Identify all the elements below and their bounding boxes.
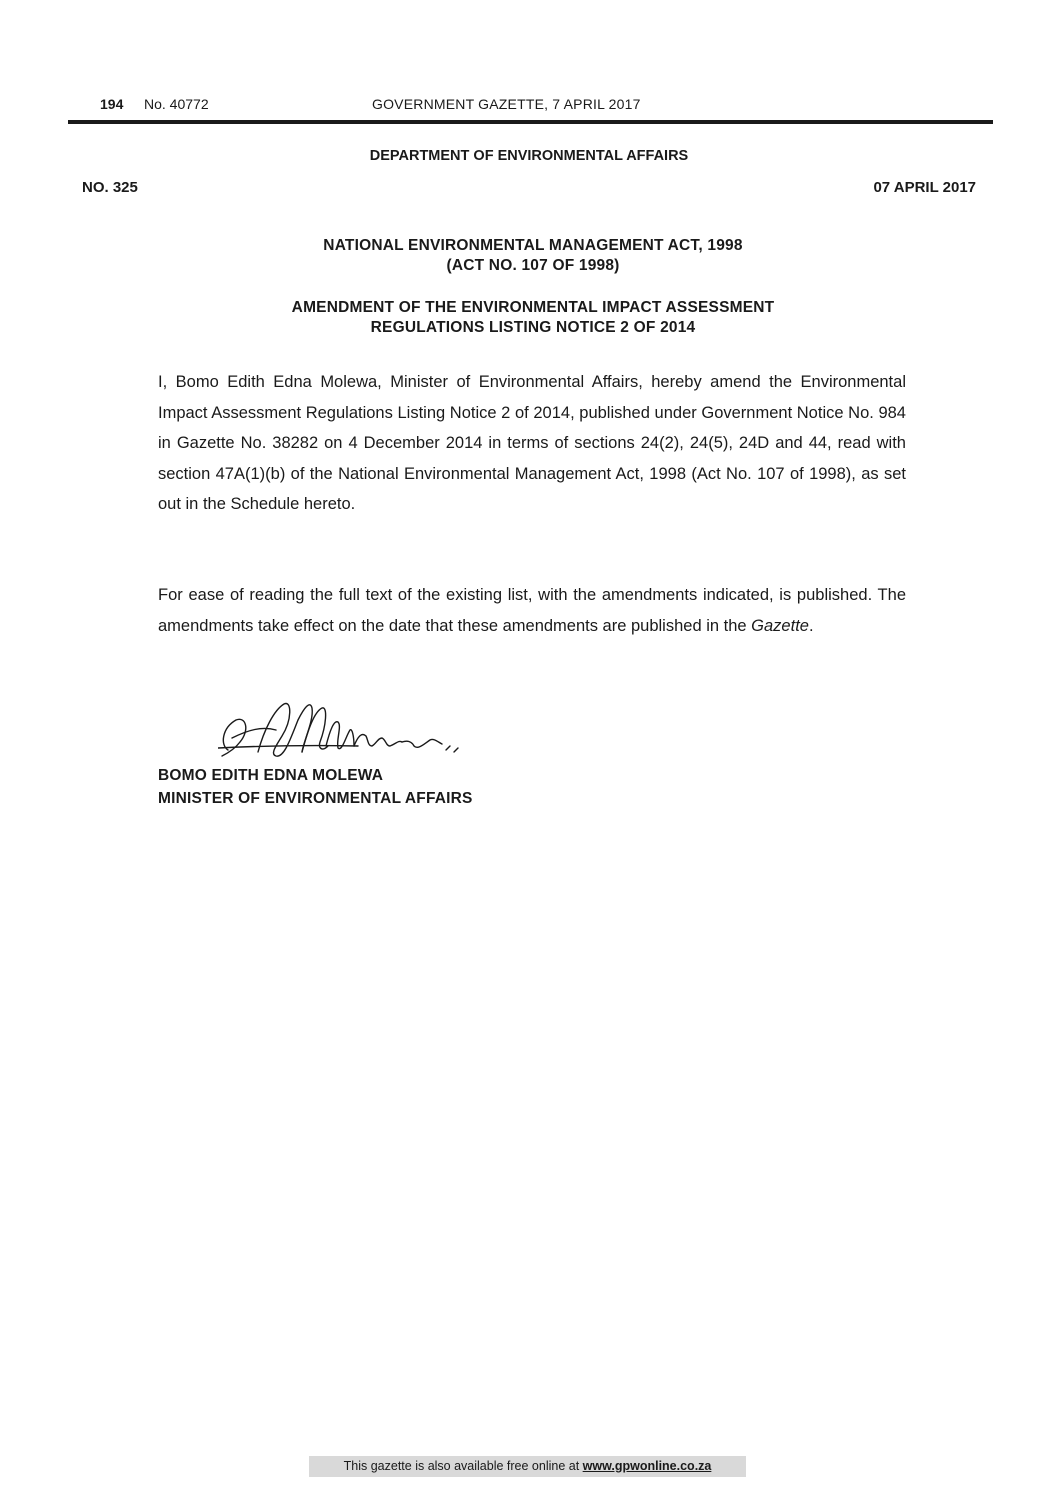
gazette-title: GOVERNMENT GAZETTE, 7 APRIL 2017	[372, 96, 641, 112]
amendment-title-line-2: REGULATIONS LISTING NOTICE 2 OF 2014	[370, 319, 696, 336]
amendment-title	[0, 298, 1058, 338]
footer-banner	[309, 1456, 746, 1477]
notice-number: NO. 325	[82, 179, 138, 196]
act-title-line-1: NATIONAL ENVIRONMENTAL MANAGEMENT ACT, 1998	[323, 237, 743, 254]
paragraph-2-end: .	[808, 616, 814, 635]
department-heading: DEPARTMENT OF ENVIRONMENTAL AFFAIRS	[369, 148, 689, 164]
gazette-italic: Gazette	[751, 616, 809, 635]
header-rule	[68, 120, 993, 124]
amendment-title-line-1: AMENDMENT OF THE ENVIRONMENTAL IMPACT ASSESSMENT	[291, 299, 775, 316]
issue-number: No. 40772	[144, 96, 209, 112]
act-title-line-2: (ACT NO. 107 OF 1998)	[446, 257, 620, 274]
paragraph-2-text: For ease of reading the full text of the existing list, with the amendments indicated, is published. The amendments take effect on the date that these amendments are published in the	[158, 586, 906, 635]
body-paragraph-2	[158, 580, 906, 641]
signatory-name: BOMO EDITH EDNA MOLEWA	[158, 767, 384, 784]
signatory-title: MINISTER OF ENVIRONMENTAL AFFAIRS	[158, 790, 473, 807]
body-paragraph-1: I, Bomo Edith Edna Molewa, Minister of Environmental Affairs, hereby amend the Environmental Impact Assessment Regulations Listing Notice 2 of 2014, published under Government Notice No. 984 in Gazette No. 38282 on 4 December 2014 in terms of sections 24(2), 24(5), 24D and 44, read with section 47A(1)(b) of the National Environmental Management Act, 1998 (Act No. 107 of 1998), as set out in the Schedule hereto.	[158, 373, 906, 513]
footer-text: This gazette is also available free online at	[343, 1459, 583, 1473]
act-title	[0, 236, 1058, 276]
notice-date: 07 APRIL 2017	[873, 179, 976, 196]
footer-link[interactable]: www.gpwonline.co.za	[582, 1459, 712, 1473]
page-number: 194	[100, 96, 124, 112]
